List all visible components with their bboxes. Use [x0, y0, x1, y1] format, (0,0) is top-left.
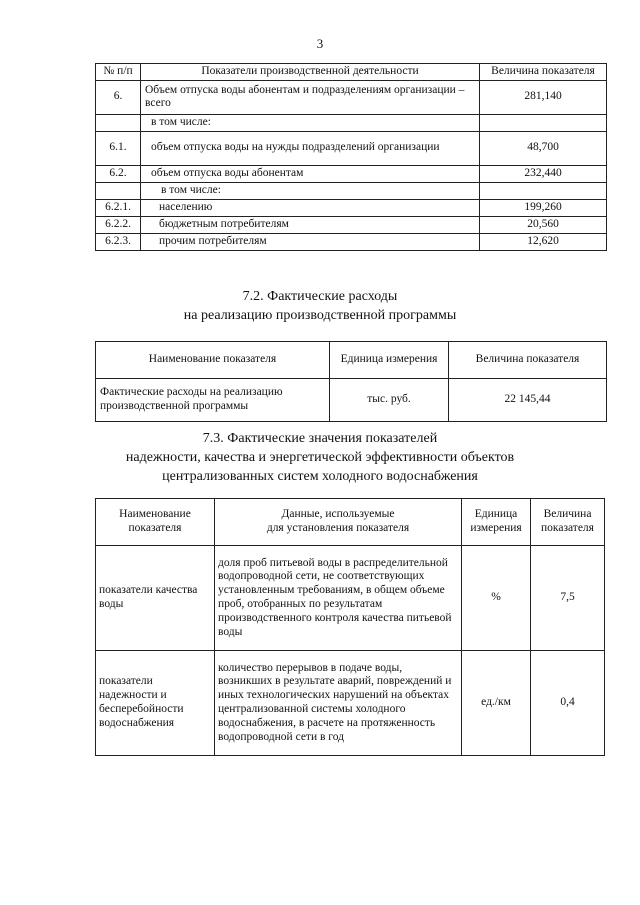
table-row: [96, 199, 607, 216]
row-value: 232,440: [480, 165, 607, 182]
row-value: 22 145,44: [449, 379, 607, 422]
row-unit: тыс. руб.: [330, 379, 449, 422]
table-header-row: [96, 499, 605, 546]
section-7-2-heading: [0, 287, 640, 325]
table-row: [96, 546, 605, 651]
table-row: [96, 131, 607, 165]
table-row: [96, 233, 607, 250]
header-line: показателя: [128, 522, 182, 534]
header-line: Величина: [543, 508, 592, 521]
column-header: [462, 499, 531, 546]
row-number: [96, 114, 141, 131]
row-number: [96, 182, 141, 199]
row-label: объем отпуска воды на нужды подразделений организации: [141, 131, 480, 165]
row-number: 6.2.1.: [96, 199, 141, 216]
table-row: [96, 216, 607, 233]
row-number: 6.2.: [96, 165, 141, 182]
row-label: прочим потребителям: [141, 233, 480, 250]
row-number: 6.1.: [96, 131, 141, 165]
row-value: [480, 182, 607, 199]
heading-line: централизованных систем холодного водоснабжения: [162, 469, 478, 484]
row-value: [480, 114, 607, 131]
row-unit: ед./км: [462, 651, 531, 756]
row-value: 48,700: [480, 131, 607, 165]
actual-expenses-table: [95, 341, 607, 422]
table-row: [96, 182, 607, 199]
header-line: показателя: [541, 522, 594, 534]
heading-line: 7.3. Фактические значения показателей: [202, 431, 438, 446]
table-header-row: [96, 64, 607, 81]
row-value: 7,5: [531, 546, 605, 651]
header-line: Данные, используемые: [281, 508, 395, 521]
row-label: бюджетным потребителям: [141, 216, 480, 233]
reliability-quality-table: [95, 498, 605, 756]
header-line: Наименование: [119, 508, 191, 521]
table-row: [96, 379, 607, 422]
row-value: 0,4: [531, 651, 605, 756]
column-header: Единица измерения: [330, 342, 449, 379]
row-number: 6.2.3.: [96, 233, 141, 250]
row-label: Фактические расходы на реализацию производственной программы: [96, 379, 330, 422]
column-header: [531, 499, 605, 546]
row-number: 6.2.2.: [96, 216, 141, 233]
column-header: [96, 499, 215, 546]
header-line: Единица: [474, 508, 518, 521]
column-header: [215, 499, 462, 546]
page-number: 3: [316, 36, 324, 51]
column-header: № п/п: [96, 64, 141, 81]
row-label: населению: [141, 199, 480, 216]
row-value: 281,140: [480, 80, 607, 114]
row-label: Объем отпуска воды абонентам и подразделениям организации – всего: [141, 80, 480, 114]
heading-line: надежности, качества и энергетической эффективности объектов: [125, 450, 515, 465]
table-row: [96, 651, 605, 756]
row-description: количество перерывов в подаче воды, возникших в результате аварий, повреждений и иных технологических нарушений на объектах централизованной системы холодного водоснабжения, в расчете на протяженность водопроводной сети в год: [215, 651, 462, 756]
heading-line: 7.2. Фактические расходы: [242, 289, 398, 304]
column-header: Наименование показателя: [96, 342, 330, 379]
row-value: 199,260: [480, 199, 607, 216]
table-header-row: [96, 342, 607, 379]
row-value: 12,620: [480, 233, 607, 250]
production-indicators-table: [95, 63, 607, 251]
column-header: Величина показателя: [480, 64, 607, 81]
row-label: показатели качества воды: [96, 546, 215, 651]
row-label: показатели надежности и бесперебойности водоснабжения: [96, 651, 215, 756]
row-value: 20,560: [480, 216, 607, 233]
column-header: Величина показателя: [449, 342, 607, 379]
row-number: 6.: [96, 80, 141, 114]
table-row: [96, 114, 607, 131]
column-header: Показатели производственной деятельности: [141, 64, 480, 81]
section-7-3-heading: [0, 429, 640, 486]
table-row: [96, 80, 607, 114]
row-label: в том числе:: [141, 182, 480, 199]
row-description: доля проб питьевой воды в распределительной водопроводной сети, не соответствующих установленным требованиям, в общем объеме проб, отобранных по результатам производственного контроля качества питьевой воды: [215, 546, 462, 651]
row-unit: %: [462, 546, 531, 651]
header-line: для установления показателя: [266, 522, 410, 534]
row-label: в том числе:: [141, 114, 480, 131]
table-row: [96, 165, 607, 182]
heading-line: на реализацию производственной программы: [183, 308, 457, 323]
row-label: объем отпуска воды абонентам: [141, 165, 480, 182]
header-line: измерения: [470, 522, 522, 534]
